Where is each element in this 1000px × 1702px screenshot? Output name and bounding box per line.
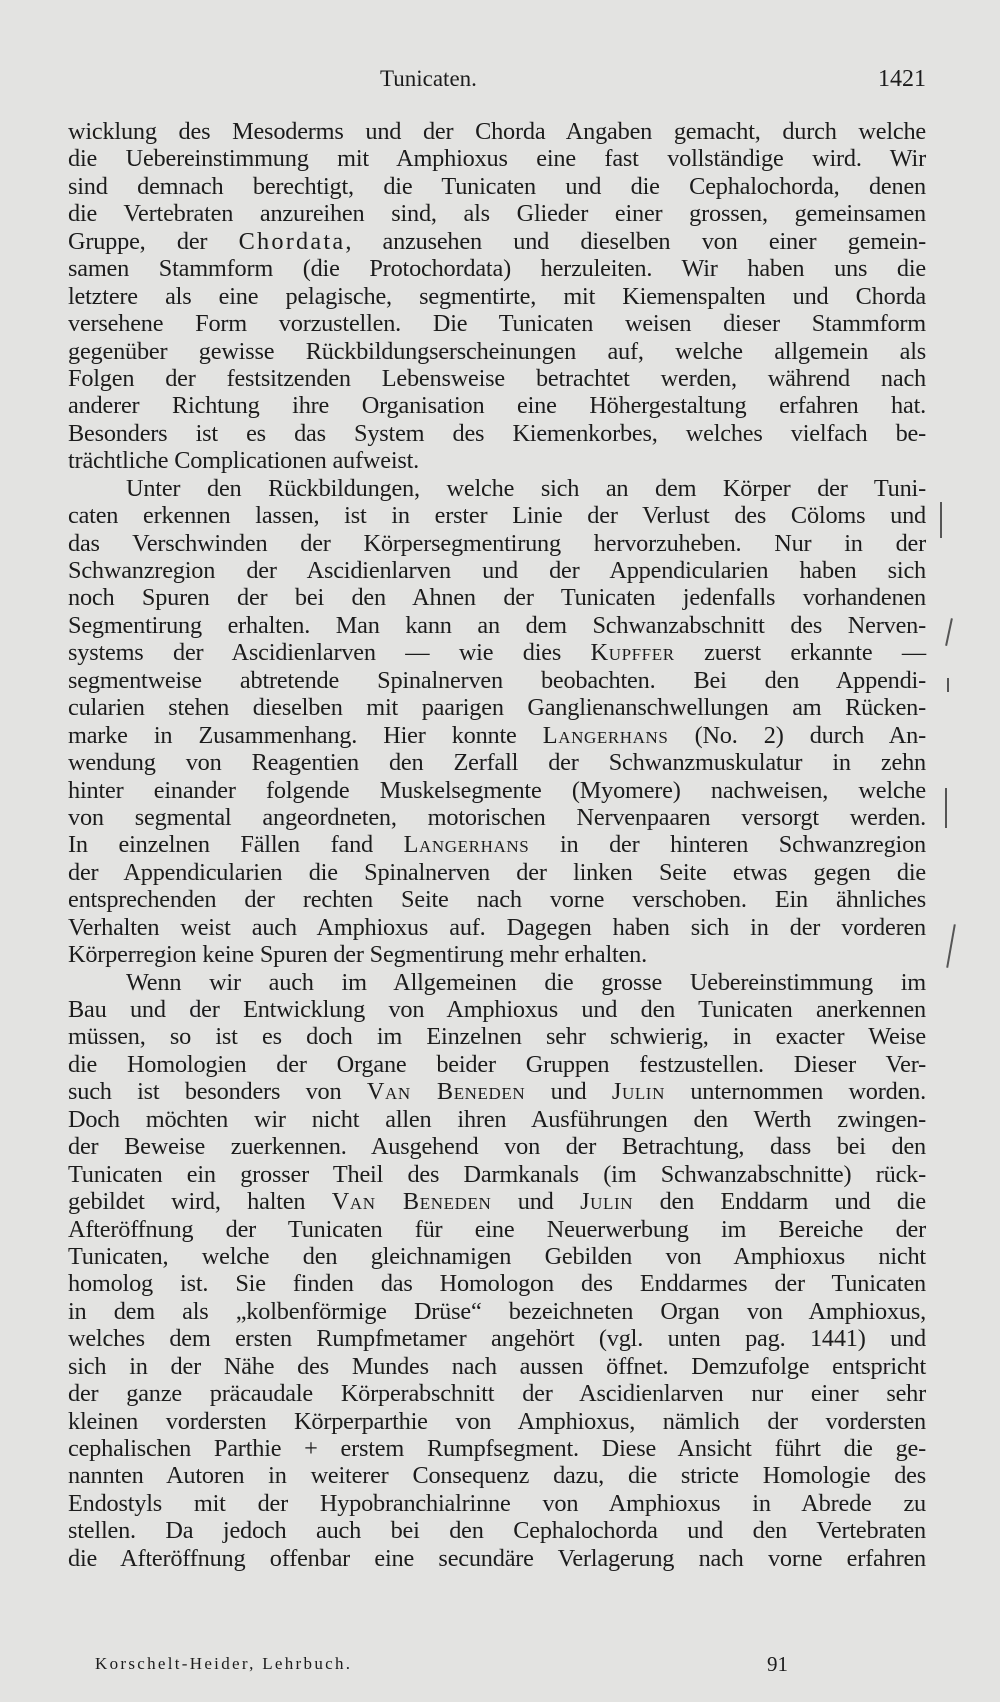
text-segment: kleinen vordersten Körperparthie von Amphioxus, nämlich der vordersten bbox=[68, 1407, 926, 1435]
text-line bbox=[68, 1408, 926, 1435]
text-line bbox=[68, 1517, 926, 1544]
text-line bbox=[68, 502, 926, 529]
text-line bbox=[68, 1270, 926, 1297]
text-line bbox=[68, 859, 926, 886]
text-line bbox=[68, 173, 926, 200]
text-segment: stellen. Da jedoch auch bei den Cephalochorda und den Vertebraten bbox=[68, 1517, 926, 1545]
text-segment: die Afteröffnung offenbar eine secundäre Verlagerung nach vorne erfahren bbox=[68, 1544, 926, 1572]
author-name: Kupffer bbox=[590, 639, 675, 667]
text-segment: homolog ist. Sie finden das Homologon des Enddarmes der Tunicaten bbox=[68, 1270, 926, 1298]
text-segment: noch Spuren der bei den Ahnen der Tunicaten jedenfalls vorhandenen bbox=[68, 584, 926, 612]
text-segment: wendung von Reagentien den Zerfall der Schwanzmuskulatur in zehn bbox=[68, 749, 926, 777]
running-head bbox=[0, 62, 1000, 102]
text-line bbox=[68, 1545, 926, 1572]
author-name: Langerhans bbox=[542, 721, 669, 749]
text-line bbox=[68, 914, 926, 941]
signature-mark: Korschelt-Heider, Lehrbuch. bbox=[95, 1654, 353, 1673]
text-segment: wicklung des Mesoderms und der Chorda Angaben gemacht, durch welche bbox=[68, 118, 926, 145]
text-line bbox=[68, 831, 926, 858]
text-line bbox=[68, 1380, 926, 1407]
text-segment: das Verschwinden der Körpersegmentirung hervorzuheben. Nur in der bbox=[68, 529, 926, 557]
text-line bbox=[68, 338, 926, 365]
text-segment: von segmental angeordneten, motorischen Nervenpaaren versorgt werden. bbox=[68, 803, 926, 831]
text-segment: marke in Zusammenhang. Hier konnte bbox=[68, 721, 543, 749]
text-segment: die Homologien der Organe beider Gruppen festzustellen. Dieser Ver- bbox=[68, 1050, 926, 1078]
text-segment: hinter einander folgende Muskelsegmente (Myomere) nachweisen, welche bbox=[68, 776, 926, 804]
text-line bbox=[68, 639, 926, 666]
margin-mark bbox=[947, 678, 949, 692]
text-segment: Verhalten weist auch Amphioxus auf. Dagegen haben sich in der vorderen bbox=[68, 913, 926, 941]
text-line bbox=[68, 228, 926, 255]
text-segment: in der hinteren Schwanzregion bbox=[529, 831, 926, 859]
text-line bbox=[68, 804, 926, 831]
text-segment: entsprechenden der rechten Seite nach vorne verschoben. Ein ähnliches bbox=[68, 886, 926, 914]
text-line bbox=[68, 886, 926, 913]
text-segment: Bau und der Entwicklung von Amphioxus und den Tunicaten anerkennen bbox=[68, 996, 926, 1023]
text-line bbox=[68, 145, 926, 172]
text-segment: in dem als „kolbenförmige Drüse“ bezeichneten Organ von Amphioxus, bbox=[68, 1297, 926, 1325]
author-name: Julin bbox=[580, 1188, 634, 1216]
text-line bbox=[68, 722, 926, 749]
text-segment: Folgen der festsitzenden Lebensweise betrachtet werden, während nach bbox=[68, 364, 926, 392]
text-line bbox=[68, 392, 926, 419]
text-line bbox=[68, 475, 926, 502]
text-segment: die Vertebraten anzureihen sind, als Glieder einer grossen, gemeinsamen bbox=[68, 200, 926, 228]
text-segment: sind demnach berechtigt, die Tunicaten und die Cephalochorda, denen bbox=[68, 172, 926, 200]
text-line bbox=[68, 1490, 926, 1517]
text-segment: sich in der Nähe des Mundes nach aussen öffnet. Demzufolge entspricht bbox=[68, 1352, 926, 1380]
page-footer bbox=[0, 1652, 1000, 1682]
text-segment: gebildet wird, halten bbox=[68, 1188, 332, 1216]
text-segment: segmentweise abtretende Spinalnerven beobachten. Bei den Appendi- bbox=[68, 666, 926, 694]
text-segment: gegenüber gewisse Rückbildungserscheinungen auf, welche allgemein als bbox=[68, 337, 926, 365]
margin-mark bbox=[940, 502, 942, 538]
author-name: Van Beneden bbox=[366, 1078, 526, 1106]
text-segment: der ganze präcaudale Körperabschnitt der Ascidienlarven nur einer sehr bbox=[68, 1380, 926, 1408]
text-segment: und bbox=[525, 1078, 612, 1106]
text-line bbox=[68, 1161, 926, 1188]
text-segment: zuerst erkannte — bbox=[674, 639, 926, 667]
text-line bbox=[68, 1106, 926, 1133]
text-segment: trächtliche Complicationen aufweist. bbox=[68, 447, 420, 475]
text-segment: , anzusehen und dieselben von einer gemein- bbox=[345, 227, 926, 255]
text-line bbox=[68, 941, 926, 968]
text-line bbox=[68, 1353, 926, 1380]
text-segment: welches dem ersten Rumpfmetamer angehört (vgl. unten pag. 1441) und bbox=[68, 1325, 926, 1353]
text-line bbox=[68, 1051, 926, 1078]
text-segment: In einzelnen Fällen fand bbox=[68, 831, 404, 859]
text-line bbox=[68, 1462, 926, 1489]
text-segment: Unter den Rückbildungen, welche sich an dem Körper der Tuni- bbox=[126, 474, 926, 502]
text-line bbox=[68, 969, 926, 996]
text-segment: der Beweise zuerkennen. Ausgehend von der Betrachtung, dass bei den bbox=[68, 1133, 926, 1161]
text-segment: Segmentirung erhalten. Man kann an dem Schwanzabschnitt des Nerven- bbox=[68, 611, 926, 639]
text-line bbox=[68, 200, 926, 227]
page-number: 1421 bbox=[878, 66, 926, 92]
paragraph bbox=[68, 969, 926, 1573]
text-line bbox=[68, 667, 926, 694]
text-line bbox=[68, 1133, 926, 1160]
text-line bbox=[68, 447, 926, 474]
text-line bbox=[68, 612, 926, 639]
spaced-term: Chordata bbox=[238, 227, 346, 255]
text-segment: letztere als eine pelagische, segmentirte, mit Kiemenspalten und Chorda bbox=[68, 282, 926, 310]
author-name: Langerhans bbox=[403, 831, 530, 859]
text-line bbox=[68, 420, 926, 447]
text-segment: (No. 2) durch An- bbox=[668, 721, 926, 749]
text-segment: und bbox=[491, 1188, 581, 1216]
text-line bbox=[68, 584, 926, 611]
text-line bbox=[68, 557, 926, 584]
text-line bbox=[68, 749, 926, 776]
text-segment: den Enddarm und die bbox=[633, 1188, 926, 1216]
text-line bbox=[68, 1243, 926, 1270]
text-line bbox=[68, 283, 926, 310]
text-line bbox=[68, 1078, 926, 1105]
text-segment: nannten Autoren in weiterer Consequenz dazu, die stricte Homologie des bbox=[68, 1462, 926, 1490]
text-segment: Wenn wir auch im Allgemeinen die grosse Uebereinstimmung im bbox=[126, 968, 926, 996]
body-text bbox=[68, 118, 926, 1572]
text-segment: Tunicaten, welche den gleichnamigen Gebilden von Amphioxus nicht bbox=[68, 1242, 926, 1270]
text-line bbox=[68, 530, 926, 557]
paragraph bbox=[68, 475, 926, 969]
text-segment: versehene Form vorzustellen. Die Tunicaten weisen dieser Stammform bbox=[68, 310, 926, 338]
text-line bbox=[68, 118, 926, 145]
text-line bbox=[68, 694, 926, 721]
text-segment: cularien stehen dieselben mit paarigen Ganglienanschwellungen am Rücken- bbox=[68, 694, 926, 722]
text-segment: der Appendicularien die Spinalnerven der linken Seite etwas gegen die bbox=[68, 858, 926, 886]
text-segment: Doch möchten wir nicht allen ihren Ausführungen den Werth zwingen- bbox=[68, 1105, 926, 1133]
text-line bbox=[68, 365, 926, 392]
text-segment: cephalischen Parthie + erstem Rumpfsegment. Diese Ansicht führt die ge- bbox=[68, 1435, 926, 1462]
author-name: Van Beneden bbox=[331, 1188, 492, 1216]
author-name: Julin bbox=[611, 1078, 665, 1106]
text-segment: unternommen worden. bbox=[664, 1078, 926, 1106]
margin-marks bbox=[938, 0, 958, 1702]
text-segment: caten erkennen lassen, ist in erster Linie der Verlust des Cöloms und bbox=[68, 502, 926, 530]
text-segment: such ist besonders von bbox=[68, 1078, 367, 1106]
text-line bbox=[68, 255, 926, 282]
text-line bbox=[68, 996, 926, 1023]
text-segment: Endostyls mit der Hypobranchialrinne von Amphioxus in Abrede zu bbox=[68, 1489, 926, 1517]
text-line bbox=[68, 1298, 926, 1325]
margin-mark bbox=[945, 788, 947, 828]
margin-mark bbox=[946, 924, 955, 968]
text-line bbox=[68, 1435, 926, 1462]
text-line bbox=[68, 310, 926, 337]
text-segment: Gruppe, der bbox=[68, 227, 239, 255]
sheet-number: 91 bbox=[767, 1652, 788, 1676]
text-line bbox=[68, 1188, 926, 1215]
text-segment: Besonders ist es das System des Kiemenkorbes, welches vielfach be- bbox=[68, 419, 926, 447]
text-segment: die Uebereinstimmung mit Amphioxus eine fast vollständige wird. Wir bbox=[68, 145, 926, 173]
text-segment: Körperregion keine Spuren der Segmentirung mehr erhalten. bbox=[68, 941, 647, 969]
text-segment: systems der Ascidienlarven — wie dies bbox=[68, 639, 591, 667]
text-segment: Tunicaten ein grosser Theil des Darmkanals (im Schwanzabschnitte) rück- bbox=[68, 1160, 926, 1188]
text-segment: müssen, so ist es doch im Einzelnen sehr schwierig, in exacter Weise bbox=[68, 1023, 926, 1051]
text-line bbox=[68, 777, 926, 804]
text-segment: samen Stammform (die Protochordata) herzuleiten. Wir haben uns die bbox=[68, 255, 926, 283]
running-title: Tunicaten. bbox=[380, 66, 477, 91]
text-line bbox=[68, 1325, 926, 1352]
margin-mark bbox=[945, 618, 952, 646]
text-line bbox=[68, 1023, 926, 1050]
text-segment: Afteröffnung der Tunicaten für eine Neuerwerbung im Bereiche der bbox=[68, 1215, 926, 1243]
text-line bbox=[68, 1216, 926, 1243]
text-segment: anderer Richtung ihre Organisation eine Höhergestaltung erfahren hat. bbox=[68, 392, 926, 420]
text-segment: Schwanzregion der Ascidienlarven und der Appendicularien haben sich bbox=[68, 557, 926, 584]
paragraph bbox=[68, 118, 926, 475]
